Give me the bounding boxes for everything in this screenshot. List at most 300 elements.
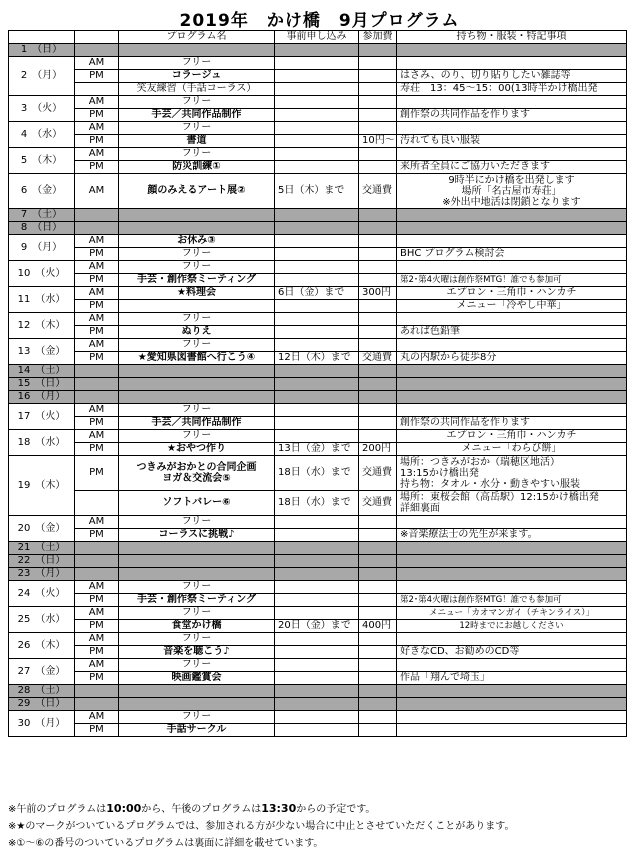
date-cell: 26 （木） (9, 633, 75, 659)
empty-cell (119, 685, 275, 698)
table-row (9, 235, 627, 248)
program-cell: つきみがおかとの合同企画 ヨガ＆交流会⑤ (119, 456, 275, 491)
pre-registration-cell (275, 135, 359, 148)
empty-cell (119, 365, 275, 378)
pre-registration-cell (275, 161, 359, 174)
fee-cell (359, 235, 397, 248)
date-cell: 16 （月） (9, 391, 75, 404)
program-cell: ★料理会 (119, 287, 275, 300)
pre-registration-cell (275, 83, 359, 96)
pre-registration-cell (275, 274, 359, 287)
table-header-row (9, 31, 627, 44)
program-cell: 笑友練習（手話コーラス） (119, 83, 275, 96)
notes-cell (397, 235, 627, 248)
notes-cell: 汚れても良い服装 (397, 135, 627, 148)
date-cell: 18 （水） (9, 430, 75, 456)
date-cell: 7 （土） (9, 209, 75, 222)
ampm-cell: AM (75, 581, 119, 594)
date-cell: 24 （火） (9, 581, 75, 607)
pre-registration-cell: 6日（金）まで (275, 287, 359, 300)
program-cell: フリー (119, 261, 275, 274)
table-row (9, 417, 627, 430)
table-row (9, 83, 627, 96)
footnote-text: 13:30 (261, 802, 297, 815)
table-row (9, 633, 627, 646)
notes-cell: メニュー「冷やし中華」 (397, 300, 627, 313)
table-row (9, 161, 627, 174)
empty-cell (275, 698, 359, 711)
empty-cell (119, 222, 275, 235)
empty-cell (359, 555, 397, 568)
ampm-cell: AM (75, 122, 119, 135)
fee-cell: 200円 (359, 443, 397, 456)
empty-cell (119, 555, 275, 568)
fee-cell: 交通費 (359, 491, 397, 516)
notes-cell (397, 122, 627, 135)
empty-cell (397, 698, 627, 711)
pre-registration-cell (275, 313, 359, 326)
notes-cell: エプロン・三角巾・ハンカチ (397, 287, 627, 300)
program-cell: フリー (119, 633, 275, 646)
empty-cell (75, 378, 119, 391)
table-row (9, 96, 627, 109)
empty-cell (275, 222, 359, 235)
ampm-cell: AM (75, 659, 119, 672)
table-row (9, 646, 627, 659)
table-row (9, 391, 627, 404)
date-cell: 1 （日） (9, 44, 75, 57)
table-row (9, 365, 627, 378)
fee-cell (359, 96, 397, 109)
footnote-text: ※★のマークがついているプログラムでは、参加される方が少ない場合に中止とさせていただくことがあります。 (8, 821, 515, 832)
notes-cell: 12時までにお越しください (397, 620, 627, 633)
notes-cell (397, 724, 627, 737)
notes-cell: 創作祭の共同作品を作ります (397, 109, 627, 122)
table-row (9, 44, 627, 57)
notes-cell: 創作祭の共同作品を作ります (397, 417, 627, 430)
fee-cell (359, 109, 397, 122)
empty-cell (275, 44, 359, 57)
pre-registration-cell: 13日（金）まで (275, 443, 359, 456)
fee-cell (359, 300, 397, 313)
ampm-cell: PM (75, 620, 119, 633)
table-row (9, 109, 627, 122)
fee-cell (359, 581, 397, 594)
empty-cell (75, 209, 119, 222)
empty-cell (359, 222, 397, 235)
empty-cell (119, 698, 275, 711)
empty-cell (397, 365, 627, 378)
column-header (75, 31, 119, 44)
pre-registration-cell (275, 300, 359, 313)
empty-cell (119, 391, 275, 404)
program-cell: 手話サークル (119, 724, 275, 737)
program-cell: フリー (119, 339, 275, 352)
empty-cell (397, 222, 627, 235)
ampm-cell: PM (75, 672, 119, 685)
fee-cell (359, 607, 397, 620)
date-cell: 28 （土） (9, 685, 75, 698)
notes-cell: ※音楽療法士の先生が来ます。 (397, 529, 627, 542)
table-row (9, 148, 627, 161)
ampm-cell: AM (75, 96, 119, 109)
empty-cell (397, 391, 627, 404)
ampm-cell (75, 83, 119, 96)
table-row (9, 672, 627, 685)
date-cell: 22 （日） (9, 555, 75, 568)
ampm-cell: AM (75, 287, 119, 300)
empty-cell (397, 685, 627, 698)
table-row (9, 491, 627, 516)
empty-cell (359, 698, 397, 711)
notes-cell: 場所：つきみがおか（瑞穂区地活） 13:15かけ橋出発 持ち物：タオル・水分・動きやすい服装 (397, 456, 627, 491)
pre-registration-cell (275, 70, 359, 83)
date-cell: 4 （水） (9, 122, 75, 148)
date-cell: 14 （土） (9, 365, 75, 378)
pre-registration-cell (275, 581, 359, 594)
empty-cell (75, 568, 119, 581)
empty-cell (397, 378, 627, 391)
date-cell: 10 （火） (9, 261, 75, 287)
empty-cell (119, 209, 275, 222)
notes-cell: BHC プログラム検討会 (397, 248, 627, 261)
empty-cell (359, 209, 397, 222)
footnote-text: から、午後のプログラムは (141, 804, 262, 815)
table-row (9, 685, 627, 698)
empty-cell (275, 209, 359, 222)
table-row (9, 529, 627, 542)
fee-cell (359, 672, 397, 685)
empty-cell (275, 555, 359, 568)
notes-cell (397, 148, 627, 161)
program-cell: フリー (119, 711, 275, 724)
column-header (9, 31, 75, 44)
empty-cell (275, 378, 359, 391)
footnote-line (8, 818, 633, 835)
pre-registration-cell (275, 235, 359, 248)
notes-cell (397, 339, 627, 352)
ampm-cell: PM (75, 529, 119, 542)
empty-cell (75, 685, 119, 698)
program-cell: コラージュ (119, 70, 275, 83)
ampm-cell: PM (75, 724, 119, 737)
fee-cell (359, 711, 397, 724)
empty-cell (75, 365, 119, 378)
ampm-cell: AM (75, 516, 119, 529)
footnote-text: ※午前のプログラムは (8, 804, 107, 815)
table-row (9, 443, 627, 456)
empty-cell (75, 391, 119, 404)
notes-cell: 好きなCD、お勧めのCD等 (397, 646, 627, 659)
table-row (9, 594, 627, 607)
pre-registration-cell: 18日（水）まで (275, 491, 359, 516)
table-row (9, 209, 627, 222)
notes-cell (397, 633, 627, 646)
fee-cell (359, 430, 397, 443)
empty-cell (75, 542, 119, 555)
date-cell: 17 （火） (9, 404, 75, 430)
ampm-cell: AM (75, 148, 119, 161)
footnote-text: ※①～⑥の番号のついているプログラムは裏面に詳細を載せています。 (8, 838, 324, 849)
empty-cell (119, 568, 275, 581)
ampm-cell: PM (75, 161, 119, 174)
notes-cell (397, 404, 627, 417)
program-cell: 映画鑑賞会 (119, 672, 275, 685)
notes-cell (397, 711, 627, 724)
program-cell: フリー (119, 248, 275, 261)
table-row (9, 659, 627, 672)
table-row (9, 698, 627, 711)
program-cell: ぬりえ (119, 326, 275, 339)
table-row (9, 274, 627, 287)
table-row (9, 300, 627, 313)
table-row (9, 339, 627, 352)
footnote-line (8, 835, 633, 852)
empty-cell (275, 391, 359, 404)
date-cell: 3 （火） (9, 96, 75, 122)
fee-cell (359, 274, 397, 287)
notes-cell (397, 96, 627, 109)
empty-cell (397, 44, 627, 57)
fee-cell: 交通費 (359, 174, 397, 209)
program-cell: フリー (119, 581, 275, 594)
pre-registration-cell (275, 404, 359, 417)
ampm-cell: PM (75, 274, 119, 287)
program-cell: ★おやつ作り (119, 443, 275, 456)
empty-cell (359, 391, 397, 404)
date-cell: 6 （金） (9, 174, 75, 209)
page-title: 2019年 かけ橋 9月プログラム (179, 11, 460, 31)
ampm-cell: PM (75, 352, 119, 365)
date-cell: 9 （月） (9, 235, 75, 261)
pre-registration-cell (275, 516, 359, 529)
program-cell: フリー (119, 659, 275, 672)
ampm-cell: AM (75, 430, 119, 443)
ampm-cell: AM (75, 711, 119, 724)
empty-cell (119, 542, 275, 555)
program-cell: フリー (119, 313, 275, 326)
fee-cell (359, 633, 397, 646)
table-row (9, 456, 627, 491)
program-cell: 手芸・創作祭ミーティング (119, 594, 275, 607)
empty-cell (359, 568, 397, 581)
program-cell: フリー (119, 122, 275, 135)
fee-cell (359, 659, 397, 672)
ampm-cell: AM (75, 57, 119, 70)
pre-registration-cell (275, 109, 359, 122)
program-cell (119, 300, 275, 313)
fee-cell (359, 83, 397, 96)
fee-cell (359, 529, 397, 542)
notes-cell (397, 313, 627, 326)
ampm-cell: AM (75, 235, 119, 248)
program-cell: 音楽を聴こう♪ (119, 646, 275, 659)
table-row (9, 430, 627, 443)
program-cell: 手芸／共同作品制作 (119, 109, 275, 122)
empty-cell (119, 44, 275, 57)
pre-registration-cell: 5日（木）まで (275, 174, 359, 209)
footnote-text: 10:00 (106, 802, 142, 815)
table-row (9, 404, 627, 417)
table-row (9, 378, 627, 391)
table-row (9, 620, 627, 633)
ampm-cell: AM (75, 607, 119, 620)
pre-registration-cell (275, 122, 359, 135)
notes-cell: メニュー「カオマンガイ（チキンライス）」 (397, 607, 627, 620)
notes-cell: 第2･第4火曜は創作祭MTG！誰でも参加可 (397, 594, 627, 607)
ampm-cell: AM (75, 633, 119, 646)
empty-cell (275, 685, 359, 698)
date-cell: 12 （木） (9, 313, 75, 339)
fee-cell (359, 122, 397, 135)
date-cell: 5 （木） (9, 148, 75, 174)
empty-cell (359, 378, 397, 391)
ampm-cell: AM (75, 404, 119, 417)
pre-registration-cell: 18日（水）まで (275, 456, 359, 491)
ampm-cell: PM (75, 417, 119, 430)
pre-registration-cell (275, 711, 359, 724)
date-cell: 13 （金） (9, 339, 75, 365)
table-row (9, 70, 627, 83)
table-row (9, 568, 627, 581)
pre-registration-cell (275, 148, 359, 161)
ampm-cell: PM (75, 109, 119, 122)
table-row (9, 174, 627, 209)
date-cell: 30 （月） (9, 711, 75, 737)
empty-cell (397, 555, 627, 568)
program-table (8, 30, 627, 737)
fee-cell (359, 326, 397, 339)
empty-cell (75, 698, 119, 711)
program-cell: 書道 (119, 135, 275, 148)
table-row (9, 222, 627, 235)
table-row (9, 607, 627, 620)
column-header: プログラム名 (119, 31, 275, 44)
program-cell: フリー (119, 57, 275, 70)
notes-cell: 丸の内駅から徒歩8分 (397, 352, 627, 365)
empty-cell (397, 568, 627, 581)
table-row (9, 724, 627, 737)
program-cell: 防災訓練① (119, 161, 275, 174)
date-cell: 27 （金） (9, 659, 75, 685)
fee-cell: 400円 (359, 620, 397, 633)
program-cell: フリー (119, 607, 275, 620)
program-cell: 食堂かけ橋 (119, 620, 275, 633)
ampm-cell: PM (75, 326, 119, 339)
pre-registration-cell (275, 646, 359, 659)
program-cell: フリー (119, 148, 275, 161)
fee-cell (359, 313, 397, 326)
program-cell: フリー (119, 96, 275, 109)
fee-cell (359, 261, 397, 274)
empty-cell (75, 555, 119, 568)
empty-cell (275, 542, 359, 555)
table-row (9, 287, 627, 300)
footnote-line (8, 800, 633, 818)
ampm-cell: AM (75, 339, 119, 352)
fee-cell (359, 148, 397, 161)
date-cell: 21 （土） (9, 542, 75, 555)
fee-cell: 300円 (359, 287, 397, 300)
program-cell: ソフトバレー⑥ (119, 491, 275, 516)
empty-cell (359, 365, 397, 378)
empty-cell (397, 542, 627, 555)
table-row (9, 555, 627, 568)
ampm-cell: AM (75, 174, 119, 209)
program-cell: ★愛知県図書館へ行こう④ (119, 352, 275, 365)
pre-registration-cell (275, 96, 359, 109)
date-cell: 2 （月） (9, 57, 75, 96)
fee-cell (359, 594, 397, 607)
column-header: 参加費 (359, 31, 397, 44)
ampm-cell: AM (75, 261, 119, 274)
pre-registration-cell (275, 724, 359, 737)
date-cell: 8 （日） (9, 222, 75, 235)
table-row (9, 248, 627, 261)
table-row (9, 581, 627, 594)
ampm-cell: PM (75, 646, 119, 659)
program-cell: フリー (119, 404, 275, 417)
notes-cell: メニュー「わらび餅」 (397, 443, 627, 456)
ampm-cell: PM (75, 300, 119, 313)
fee-cell: 交通費 (359, 456, 397, 491)
empty-cell (359, 542, 397, 555)
pre-registration-cell (275, 261, 359, 274)
pre-registration-cell (275, 633, 359, 646)
table-row (9, 122, 627, 135)
fee-cell (359, 339, 397, 352)
fee-cell (359, 57, 397, 70)
table-row (9, 711, 627, 724)
ampm-cell: PM (75, 594, 119, 607)
program-cell: 手芸／共同作品制作 (119, 417, 275, 430)
table-row (9, 352, 627, 365)
fee-cell (359, 248, 397, 261)
fee-cell (359, 404, 397, 417)
date-cell: 23 （月） (9, 568, 75, 581)
empty-cell (75, 44, 119, 57)
empty-cell (119, 378, 275, 391)
program-cell: お休み③ (119, 235, 275, 248)
pre-registration-cell: 20日（金）まで (275, 620, 359, 633)
table-row (9, 135, 627, 148)
ampm-cell: AM (75, 313, 119, 326)
empty-cell (397, 209, 627, 222)
fee-cell (359, 70, 397, 83)
program-cell: コーラスに挑戦♪ (119, 529, 275, 542)
notes-cell: エプロン・三角巾・ハンカチ (397, 430, 627, 443)
empty-cell (359, 44, 397, 57)
ampm-cell: PM (75, 443, 119, 456)
program-cell: 手芸・創作祭ミーティング (119, 274, 275, 287)
fee-cell (359, 417, 397, 430)
table-row (9, 261, 627, 274)
pre-registration-cell (275, 672, 359, 685)
fee-cell: 交通費 (359, 352, 397, 365)
pre-registration-cell (275, 339, 359, 352)
column-header: 事前申し込み (275, 31, 359, 44)
pre-registration-cell (275, 248, 359, 261)
pre-registration-cell (275, 594, 359, 607)
date-cell: 29 （日） (9, 698, 75, 711)
column-header: 持ち物・服装・特記事項 (397, 31, 627, 44)
notes-cell (397, 57, 627, 70)
pre-registration-cell (275, 417, 359, 430)
pre-registration-cell: 12日（木）まで (275, 352, 359, 365)
program-cell: フリー (119, 430, 275, 443)
table-row (9, 516, 627, 529)
footnote-text: からの予定です。 (296, 804, 376, 815)
